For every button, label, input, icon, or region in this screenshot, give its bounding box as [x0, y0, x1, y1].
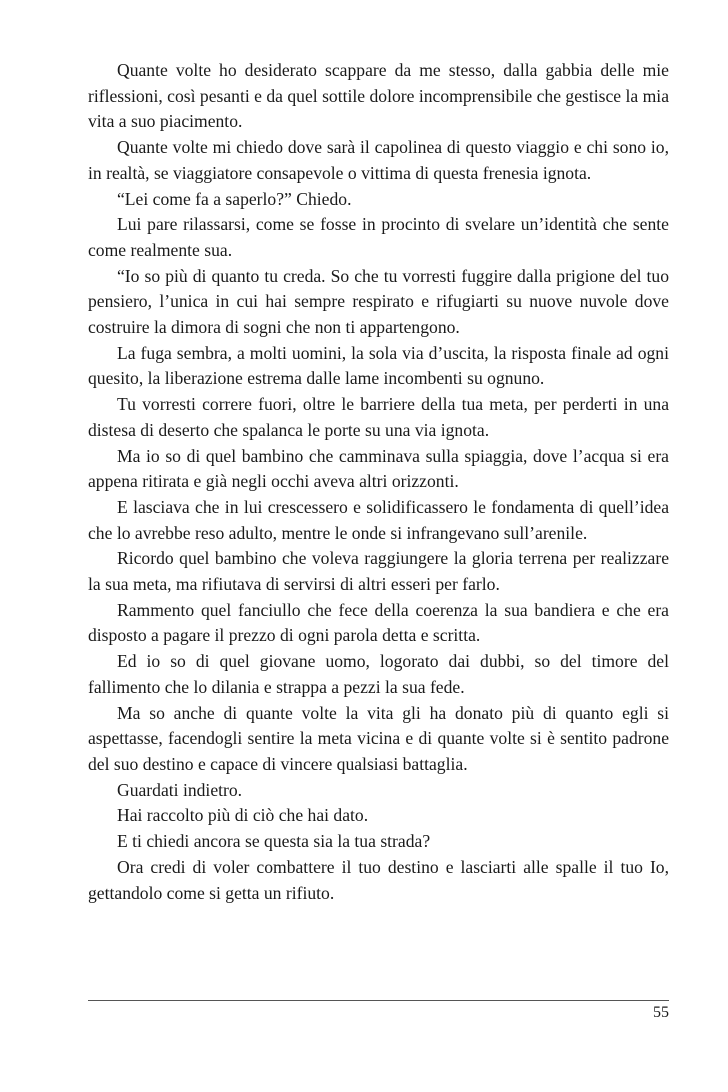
book-page-text: [88, 58, 669, 906]
paragraph: E ti chiedi ancora se questa sia la tua strada?: [117, 831, 431, 852]
paragraph: Quante volte ho desiderato scappare da me stesso, dalla gabbia delle mie riflessioni, così pesanti e da quel sottile dolore incomprensibile che gestisce la mia vita a suo piacimento.: [88, 60, 669, 132]
paragraph: Quante volte mi chiedo dove sarà il capolinea di questo viaggio e chi sono io, in realtà, se viaggiatore consapevole o vittima di questa frenesia ignota.: [88, 137, 669, 183]
paragraph: Ricordo quel bambino che voleva raggiungere la gloria terrena per realizzare la sua meta, ma rifiutava di servirsi di altri esseri per farlo.: [88, 548, 669, 595]
footer-divider: [88, 1000, 669, 1001]
paragraph: Tu vorresti correre fuori, oltre le barriere della tua meta, per perderti in una distesa di deserto che spalanca le porte su una via ignota.: [88, 394, 669, 440]
paragraph: Hai raccolto più di ciò che hai dato.: [117, 805, 369, 826]
paragraph: Ora credi di voler combattere il tuo destino e lasciarti alle spalle il tuo Io, gettandolo come si getta un rifiuto.: [88, 856, 669, 903]
paragraph: “Io so più di quanto tu creda. So che tu vorresti fuggire dalla prigione del tuo pensiero, l’unica in cui hai sempre respirato e rifugiarti su nuove nuvole dove costruire la dimora di sogni che non ti appartengono.: [88, 265, 669, 338]
page-number: 55: [653, 1004, 669, 1021]
paragraph: Lui pare rilassarsi, come se fosse in procinto di svelare un’identità che sente come realmente sua.: [88, 214, 669, 260]
paragraph: E lasciava che in lui crescessero e solidificassero le fondamenta di quell’idea che lo avrebbe reso adulto, mentre le onde si infrangevano sull’arenile.: [88, 496, 669, 543]
paragraph: Ma so anche di quante volte la vita gli ha donato più di quanto egli si aspettasse, facendogli sentire la meta vicina e di quante volte si è sentito padrone del suo destino e capace di vincere qualsiasi battaglia.: [88, 702, 669, 774]
paragraph: Ma io so di quel bambino che camminava sulla spiaggia, dove l’acqua si era appena ritirata e già negli occhi aveva altri orizzonti.: [88, 445, 669, 492]
paragraph: Guardati indietro.: [117, 779, 243, 800]
paragraph: “Lei come fa a saperlo?” Chiedo.: [117, 188, 352, 209]
paragraph: Rammento quel fanciullo che fece della coerenza la sua bandiera e che era disposto a pagare il prezzo di ogni parola detta e scritta.: [88, 599, 669, 646]
paragraph: Ed io so di quel giovane uomo, logorato dai dubbi, so del timore del fallimento che lo dilania e strappa a pezzi la sua fede.: [88, 651, 669, 697]
paragraph: La fuga sembra, a molti uomini, la sola via d’uscita, la risposta finale ad ogni quesito, la liberazione estrema dalle lame incombenti su ognuno.: [88, 342, 669, 389]
